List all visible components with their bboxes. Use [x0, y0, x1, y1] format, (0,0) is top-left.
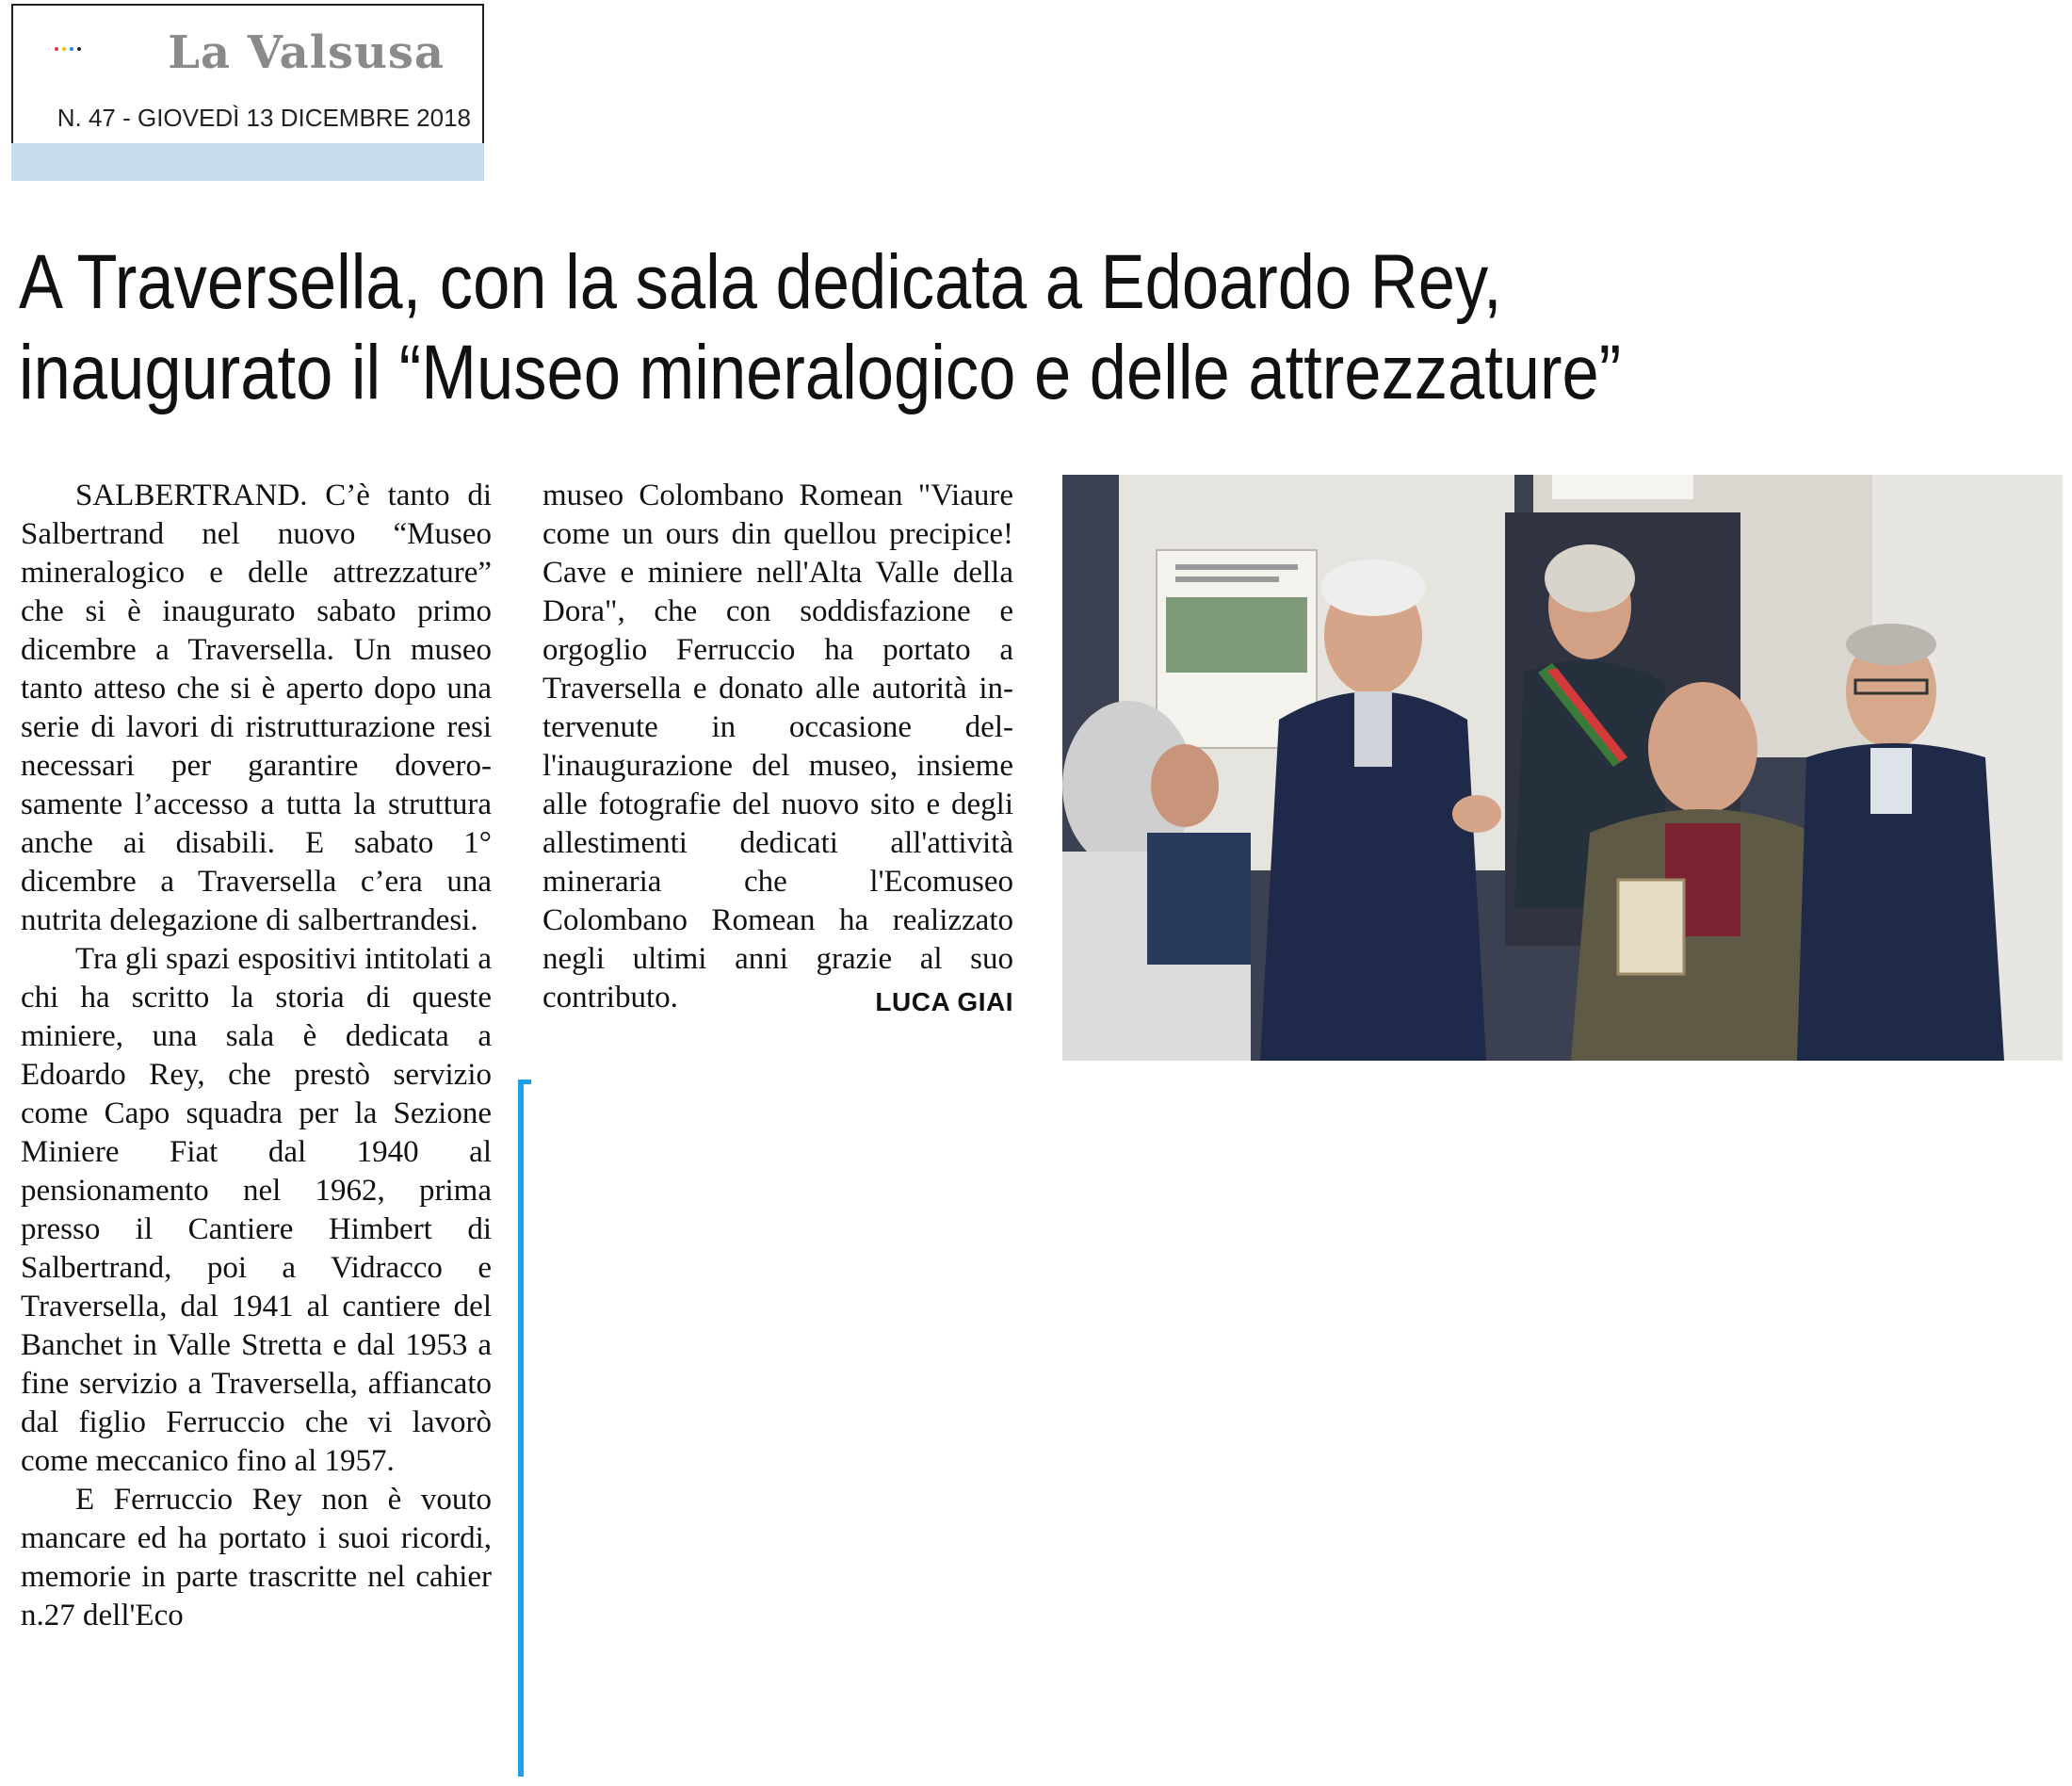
paragraph: SALBERTRAND. C’è tanto di Salbertrand nel nuovo “Museo mineralogico e delle attrezzature” che si è inaugurato sabato primo dicembre a Traversella. Un museo tanto atteso che si è aperto dopo una serie di lavori di ristrutturazione resi necessari per garantire doverosamente l’accesso a tutta la struttura anche ai disabili. E sabato 1° dicembre a Traversella c’era una nutrita delegazione di salbertrandesi. — [21, 479, 492, 937]
newspaper-name: La Valsusa — [168, 26, 445, 79]
article-photo — [1062, 475, 2063, 1061]
article-column-1 — [21, 477, 492, 1635]
issue-date: N. 47 - GIOVEDÌ 13 DICEMBRE 2018 — [57, 104, 471, 132]
masthead — [11, 4, 484, 143]
photo-illustration — [1062, 475, 2063, 1061]
headline-line-2: inaugurato il “Museo mineralogico e delle attrezzature” — [19, 330, 1622, 415]
headline-line-1: A Traversella, con la sala dedicata a Edoardo Rey, — [19, 239, 1502, 325]
article-headline — [19, 237, 1776, 418]
masthead-band — [11, 143, 484, 181]
paragraph-text: museo Colombano Romean "Viaure come un ours din quellou precipice! Cave e miniere nell'Alta Valle della Dora", che con soddisfazione e orgoglio Ferruccio ha portato a Traversella e donato alle autorità intervenute in occasione dell'inaugurazione del museo, insieme alle fotografie del nuovo sito e degli allestimenti dedicati all'attività mineraria che l'Ecomuseo Colombano Romean ha realizzato negli ultimi anni grazie al suo contributo. — [542, 479, 1013, 1015]
paragraph: Tra gli spazi espositivi intitolati a chi ha scritto la storia di queste miniere, una sala è dedicata a Edoardo Rey, che prestò servizio come Capo squadra per la Sezione Miniere Fiat dal 1940 al pensionamento nel 1962, prima presso il Cantiere Himbert di Salbertrand, poi a Vidracco e Traversella, dal 1941 al cantiere del Banchet in Valle Stretta e dal 1953 a fine servizio a Traversella, affiancato dal figlio Ferruccio che vi lavorò come meccanico fino al 1957. — [21, 942, 492, 1478]
paragraph: E Ferruccio Rey non è vouto mancare ed ha portato i suoi ricordi, memorie in parte trascritte nel cahier n.27 dell'Eco — [21, 1483, 492, 1632]
column-rule-tick — [518, 1080, 531, 1084]
color-registration-dots — [55, 40, 85, 55]
author-byline: LUCA GIAI — [875, 987, 1013, 1016]
article-column-2 — [542, 477, 1013, 1021]
column-rule — [518, 1080, 524, 1777]
paragraph — [542, 477, 1013, 1017]
